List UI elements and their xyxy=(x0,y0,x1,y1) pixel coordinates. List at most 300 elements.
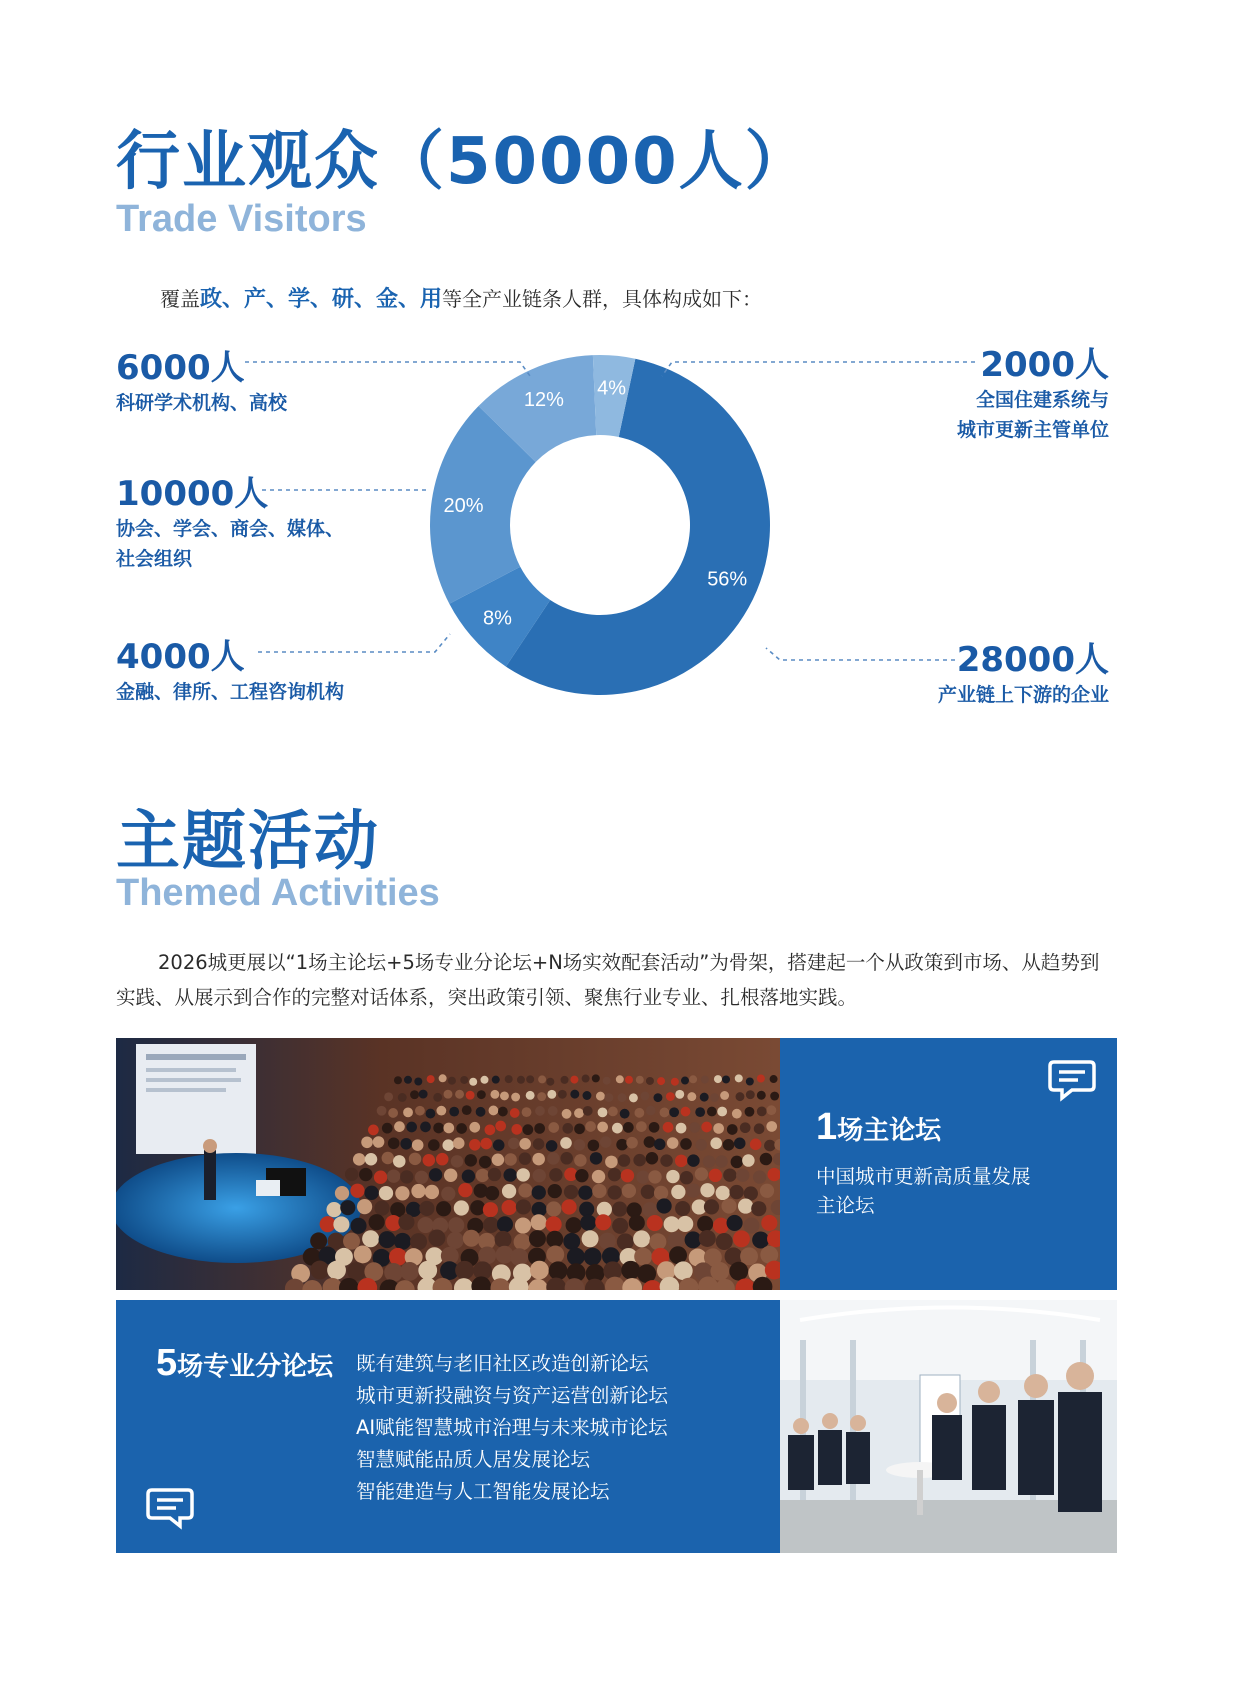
audience-figure xyxy=(713,1218,729,1234)
audience-figure xyxy=(373,1136,385,1148)
audience-figure xyxy=(511,1093,520,1102)
audience-figure xyxy=(400,1138,412,1150)
audience-figure xyxy=(522,1107,532,1117)
audience-figure xyxy=(462,1105,472,1115)
audience-figure xyxy=(411,1184,425,1198)
section-subtitle-en: Themed Activities xyxy=(116,872,440,914)
audience-figure xyxy=(716,1186,730,1200)
audience-figure xyxy=(436,1106,446,1116)
audience-figure xyxy=(585,1121,596,1132)
audience-figure xyxy=(548,1122,559,1133)
audience-figure xyxy=(384,1263,403,1282)
audience-figure xyxy=(766,1105,776,1115)
audience-figure xyxy=(517,1076,525,1084)
audience-figure xyxy=(621,1169,634,1182)
audience-figure xyxy=(412,1139,424,1151)
audience-figure xyxy=(492,1076,500,1084)
donut-slice-label: 12% xyxy=(523,388,564,411)
audience-figure xyxy=(746,1077,754,1085)
audience-figure xyxy=(458,1183,472,1197)
audience-figure xyxy=(436,1153,449,1166)
audience-figure xyxy=(654,1138,666,1150)
audience-figure xyxy=(470,1200,485,1215)
audience-figure xyxy=(343,1233,360,1250)
audience-figure xyxy=(600,1136,612,1148)
audience-figure xyxy=(420,1122,431,1133)
audience-figure xyxy=(760,1153,773,1166)
audience-figure xyxy=(505,1075,513,1083)
audience-figure xyxy=(546,1201,561,1216)
audience-figure xyxy=(649,1122,660,1133)
audience-figure xyxy=(447,1232,464,1249)
audience-figure xyxy=(476,1107,486,1117)
audience-figure xyxy=(428,1139,440,1151)
audience-figure xyxy=(469,1139,481,1151)
audience-figure xyxy=(476,1169,489,1182)
audience-figure xyxy=(320,1216,336,1232)
audience-figure xyxy=(757,1106,767,1116)
audience-figure xyxy=(503,1168,516,1181)
audience-figure xyxy=(746,1090,755,1099)
audience-figure xyxy=(695,1107,705,1117)
audience-figure xyxy=(448,1217,464,1233)
audience-figure xyxy=(580,1215,596,1231)
audience-figure xyxy=(549,1168,562,1181)
audience-figure xyxy=(560,1137,572,1149)
audience-figure xyxy=(677,1216,693,1232)
list-item: 既有建筑与老旧社区改造创新论坛 xyxy=(356,1352,649,1375)
callout-finance xyxy=(116,637,344,707)
audience-figure xyxy=(740,1247,758,1265)
audience-figure xyxy=(669,1107,679,1117)
audience-figure xyxy=(404,1076,412,1084)
audience-figure xyxy=(626,1137,638,1149)
audience-figure xyxy=(727,1215,743,1231)
audience-figure xyxy=(657,1261,676,1280)
audience-figure xyxy=(604,1093,613,1102)
audience-figure xyxy=(757,1075,765,1083)
main-forum-line1: 中国城市更新高质量发展 xyxy=(816,1165,1031,1188)
audience-figure xyxy=(501,1200,516,1215)
audience-figure xyxy=(410,1090,419,1099)
audience-figure xyxy=(310,1261,329,1280)
audience-figure xyxy=(721,1198,736,1213)
audience-figure xyxy=(636,1121,647,1132)
audience-figure xyxy=(382,1123,393,1134)
audience-figure xyxy=(714,1075,722,1083)
audience-figure xyxy=(510,1248,528,1266)
audience-figure xyxy=(485,1124,496,1135)
audience-figure xyxy=(740,1122,751,1133)
audience-figure xyxy=(566,1217,582,1233)
audience-figure xyxy=(389,1248,407,1266)
audience-figure xyxy=(537,1092,546,1101)
audience-figure xyxy=(735,1074,743,1082)
audience-figure xyxy=(514,1233,531,1250)
audience-figure xyxy=(644,1136,656,1148)
audience-figure xyxy=(354,1245,372,1263)
audience-figure xyxy=(583,1106,593,1116)
audience-figure xyxy=(575,1169,588,1182)
audience-figure xyxy=(616,1139,628,1151)
audience-figure xyxy=(534,1123,545,1134)
audience-figure xyxy=(327,1261,346,1280)
sub-forums-title xyxy=(156,1342,333,1385)
audience-figure xyxy=(654,1186,668,1200)
audience-figure xyxy=(564,1185,578,1199)
audience-figure xyxy=(770,1075,778,1083)
audience-figure xyxy=(414,1078,422,1086)
audience-figure xyxy=(436,1201,451,1216)
audience-figure xyxy=(727,1124,738,1135)
audience-figure xyxy=(699,1230,716,1247)
audience-figure xyxy=(599,1233,616,1250)
audience-figure xyxy=(703,1155,716,1168)
audience-figure xyxy=(723,1139,735,1151)
audience-figure xyxy=(723,1168,736,1181)
audience-figure xyxy=(350,1184,364,1198)
audience-figure xyxy=(595,1214,611,1230)
sub-forums-list xyxy=(356,1348,668,1508)
audience-figure xyxy=(400,1170,413,1183)
audience-figure xyxy=(394,1233,411,1250)
audience-figure xyxy=(633,1154,646,1167)
audience-figure xyxy=(689,1122,700,1133)
list-item: 城市更新投融资与资产运营创新论坛 xyxy=(356,1384,669,1407)
audience-figure xyxy=(515,1218,531,1234)
audience-figure xyxy=(326,1202,341,1217)
audience-figure xyxy=(695,1167,708,1180)
audience-figure xyxy=(592,1074,600,1082)
audience-figure xyxy=(498,1107,508,1117)
audience-figure xyxy=(415,1171,428,1184)
audience-figure xyxy=(419,1090,428,1099)
callout-associations xyxy=(116,474,344,574)
audience-figure xyxy=(704,1199,719,1214)
audience-figure xyxy=(689,1075,697,1083)
audience-figure xyxy=(674,1261,693,1280)
audience-figure xyxy=(464,1154,477,1167)
section-title-trade-visitors: 行业观众（50000人） xyxy=(116,125,811,199)
audience-figure xyxy=(460,1076,468,1084)
audience-figure xyxy=(463,1230,480,1247)
audience-figure xyxy=(760,1184,774,1198)
audience-figure xyxy=(681,1077,689,1085)
audience-figure xyxy=(398,1093,407,1102)
sub-forums-label: 场专业分论坛 xyxy=(177,1352,334,1382)
audience-figure xyxy=(729,1262,748,1281)
audience-figure xyxy=(648,1170,661,1183)
audience-figure xyxy=(547,1152,560,1165)
audience-figure xyxy=(382,1152,395,1165)
audience-figure xyxy=(462,1170,475,1183)
audience-figure xyxy=(603,1077,611,1085)
audience-figure xyxy=(621,1261,640,1280)
audience-figure xyxy=(697,1216,713,1232)
audience-figure xyxy=(663,1122,674,1133)
audience-figure xyxy=(480,1138,492,1150)
audience-figure xyxy=(717,1107,727,1117)
audience-figure xyxy=(530,1261,549,1280)
audience-figure xyxy=(558,1090,567,1099)
sub-forums-count: 5 xyxy=(156,1342,178,1384)
audience-figure xyxy=(429,1168,442,1181)
sub-forums-panel xyxy=(116,1300,780,1553)
audience-figure xyxy=(374,1200,389,1215)
audience-figure xyxy=(574,1154,587,1167)
donut-slice-label: 56% xyxy=(707,568,748,591)
audience-figure xyxy=(700,1183,714,1197)
audience-figure xyxy=(547,1090,556,1099)
audience-figure xyxy=(676,1123,687,1134)
audience-figure xyxy=(410,1233,427,1250)
audience-figure xyxy=(671,1185,685,1199)
intro-prefix: 覆盖 xyxy=(160,287,200,311)
audience-figure xyxy=(680,1138,692,1150)
audience-figure xyxy=(409,1153,422,1166)
callout-desc: 产业链上下游的企业 xyxy=(937,684,1109,706)
audience-figure xyxy=(418,1261,437,1280)
audience-figure xyxy=(546,1231,563,1248)
audience-figure xyxy=(612,1123,623,1134)
audience-figure xyxy=(618,1154,631,1167)
audience-figure xyxy=(567,1248,585,1266)
audience-figure xyxy=(625,1076,633,1084)
audience-figure xyxy=(695,1139,707,1151)
audience-figure xyxy=(398,1214,414,1230)
audience-figure xyxy=(681,1107,691,1117)
audience-figure xyxy=(495,1121,506,1132)
audience-figure xyxy=(751,1201,766,1216)
audience-figure xyxy=(570,1090,579,1099)
audience-figure xyxy=(441,1187,455,1201)
audience-figure xyxy=(361,1136,373,1148)
audience-figure xyxy=(607,1185,621,1199)
audience-figure xyxy=(649,1233,666,1250)
audience-figure xyxy=(439,1074,447,1082)
audience-figure xyxy=(451,1155,464,1168)
audience-figure xyxy=(495,1231,512,1248)
chat-bubble-icon xyxy=(1048,1058,1096,1102)
audience-figure xyxy=(518,1183,532,1197)
list-item: AI赋能智慧城市治理与未来城市论坛 xyxy=(356,1416,668,1439)
audience-figure xyxy=(646,1106,656,1116)
callout-value: 6000人 xyxy=(116,348,245,388)
audience-figure xyxy=(709,1169,722,1182)
audience-figure xyxy=(449,1107,459,1117)
audience-figure xyxy=(640,1092,649,1101)
conference-hall-photo xyxy=(116,1038,780,1290)
audience-figure xyxy=(428,1230,445,1247)
audience-figure xyxy=(548,1184,562,1198)
main-forum-panel xyxy=(780,1038,1117,1290)
audience-figure xyxy=(656,1198,671,1213)
audience-figure xyxy=(733,1230,750,1247)
audience-figure xyxy=(647,1215,663,1231)
audience-figure xyxy=(561,1076,569,1084)
audience-figure xyxy=(715,1155,728,1168)
audience-figure xyxy=(743,1217,759,1233)
audience-figure xyxy=(489,1106,499,1116)
audience-figure xyxy=(388,1137,400,1149)
audience-figure xyxy=(469,1078,477,1086)
audience-figure xyxy=(634,1248,652,1266)
audience-figure xyxy=(488,1168,501,1181)
audience-figure xyxy=(653,1093,662,1102)
audience-figure xyxy=(729,1185,743,1199)
audience-figure xyxy=(597,1122,608,1133)
leader-line-6000 xyxy=(245,362,530,376)
audience-figure xyxy=(477,1090,486,1099)
audience-figure xyxy=(535,1106,545,1116)
audience-figure xyxy=(500,1091,509,1100)
audience-figure xyxy=(660,1108,670,1118)
audience-figure xyxy=(490,1090,499,1099)
audience-figure xyxy=(716,1233,733,1250)
audience-figure xyxy=(365,1153,378,1166)
donut-slice-label: 20% xyxy=(443,494,484,517)
audience-figure xyxy=(526,1075,534,1083)
main-forum-count: 1 xyxy=(816,1106,838,1148)
audience-figure xyxy=(618,1093,627,1102)
panel-discussion-photo xyxy=(780,1300,1117,1553)
audience-figure xyxy=(582,1075,590,1083)
main-forum-desc xyxy=(816,1162,1031,1220)
callout-value: 2000人 xyxy=(980,345,1109,385)
audience-figure xyxy=(387,1169,400,1182)
audience-figure xyxy=(453,1137,465,1149)
audience-figure xyxy=(384,1092,393,1101)
audience-figure xyxy=(508,1138,520,1150)
audience-figure xyxy=(687,1092,696,1101)
callout-desc: 协会、学会、商会、媒体、 xyxy=(116,518,345,540)
audience-figure xyxy=(598,1107,608,1117)
audience-figure xyxy=(455,1261,474,1280)
audience-figure xyxy=(523,1124,534,1135)
audience-figure xyxy=(742,1154,755,1167)
audience-figure xyxy=(710,1262,729,1281)
audience-figure xyxy=(612,1218,628,1234)
audience-figure xyxy=(622,1184,636,1198)
section-subtitle-en: Trade Visitors xyxy=(116,198,367,240)
audience-figure xyxy=(403,1107,413,1117)
audience-figure xyxy=(454,1200,469,1215)
audience-figure xyxy=(455,1090,464,1099)
audience-figure xyxy=(546,1216,562,1232)
audience-figure xyxy=(423,1154,436,1167)
audience-figure xyxy=(738,1198,753,1213)
audience-figure xyxy=(531,1214,547,1230)
audience-figure xyxy=(497,1216,513,1232)
audience-figure xyxy=(761,1215,777,1231)
audience-figure xyxy=(466,1091,475,1100)
audience-figure xyxy=(427,1075,435,1083)
audience-figure xyxy=(582,1230,599,1247)
audience-figure xyxy=(623,1122,634,1133)
audience-figure xyxy=(701,1076,709,1084)
audience-figure xyxy=(546,1246,564,1264)
main-forum-title xyxy=(816,1106,941,1149)
callout-desc: 全国住建系统与 xyxy=(975,389,1109,411)
audience-figure xyxy=(493,1139,505,1151)
audience-figure xyxy=(345,1168,358,1181)
audience-figure xyxy=(588,1140,600,1152)
audience-figure xyxy=(340,1200,355,1215)
callout-desc-line2: 城市更新主管单位 xyxy=(956,419,1109,441)
audience-figure xyxy=(636,1170,649,1183)
audience-figure xyxy=(562,1109,572,1119)
audience-figure xyxy=(700,1093,709,1102)
audience-figure xyxy=(357,1199,372,1214)
audience-figure xyxy=(707,1107,717,1117)
audience-figure xyxy=(433,1123,444,1134)
audience-figure xyxy=(590,1152,603,1165)
audience-figure xyxy=(483,1202,498,1217)
audience-figure xyxy=(620,1109,630,1119)
audience-figure xyxy=(687,1154,700,1167)
audience-figure xyxy=(546,1140,558,1152)
callout-desc-line2: 社会组织 xyxy=(116,548,193,570)
audience-figure xyxy=(425,1185,439,1199)
audience-figure xyxy=(578,1186,592,1200)
audience-figure xyxy=(511,1124,522,1135)
callout-desc: 金融、律所、工程咨询机构 xyxy=(116,681,345,703)
audience-figure xyxy=(629,1093,638,1102)
audience-figure xyxy=(686,1183,700,1197)
main-forum-line2: 主论坛 xyxy=(816,1194,875,1217)
audience-figure xyxy=(752,1231,769,1248)
audience-figure xyxy=(583,1091,592,1100)
audience-figure xyxy=(736,1092,745,1101)
audience-figure xyxy=(526,1091,535,1100)
audience-figure xyxy=(675,1201,690,1216)
audience-figure xyxy=(368,1125,379,1136)
audience-figure xyxy=(641,1185,655,1199)
audience-figure xyxy=(479,1156,492,1169)
audience-figure xyxy=(433,1093,442,1102)
intro-emphasis: 政、产、学、研、金、用 xyxy=(200,287,443,312)
audience-figure xyxy=(517,1168,530,1181)
leader-line-2000 xyxy=(662,362,975,376)
audience-figure xyxy=(592,1184,606,1198)
audience-figure xyxy=(563,1233,580,1250)
audience-figure xyxy=(393,1155,406,1168)
chat-bubble-icon xyxy=(146,1486,194,1530)
audience-figure xyxy=(592,1170,605,1183)
audience-figure xyxy=(562,1123,573,1134)
audience-figure xyxy=(642,1202,657,1217)
audience-figure xyxy=(574,1108,584,1118)
audience-figure xyxy=(369,1214,385,1230)
audience-figure xyxy=(675,1090,684,1099)
donut-slice-label: 8% xyxy=(482,607,512,630)
audience-figure xyxy=(519,1138,531,1150)
audience-figure xyxy=(710,1137,722,1149)
audience-figure xyxy=(549,1261,568,1280)
audience-figure xyxy=(379,1231,396,1248)
audience-figure xyxy=(617,1233,634,1250)
audience-figure xyxy=(335,1186,349,1200)
audience-figure xyxy=(379,1186,393,1200)
audience-figure xyxy=(364,1186,378,1200)
audience-figure xyxy=(745,1107,755,1117)
audience-figure xyxy=(310,1232,327,1249)
audience-figure xyxy=(608,1107,618,1117)
audience-figure xyxy=(605,1156,618,1169)
audience-figure xyxy=(722,1075,730,1083)
audience-figure xyxy=(770,1092,779,1101)
audience-figure xyxy=(485,1186,499,1200)
